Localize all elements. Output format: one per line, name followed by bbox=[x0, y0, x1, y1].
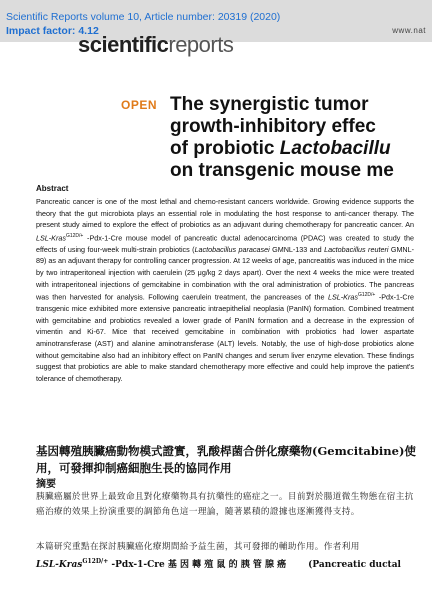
journal-banner bbox=[0, 0, 432, 57]
title-line-1: The synergistic tumor bbox=[170, 94, 369, 115]
chinese-paragraph-1: 胰臟癌屬於世界上最致命且對化療藥物具有抗藥性的癌症之一。目前對於腸道微生物態在宿主抗癌治療的效果上扮演重要的調節角色這一理論，隨著累積的證據也逐漸獲得支持。 bbox=[36, 492, 414, 517]
chinese-abstract-heading: 摘要 bbox=[36, 479, 56, 490]
title-line-2: growth-inhibitory effec bbox=[170, 116, 376, 137]
abstract-heading: Abstract bbox=[36, 184, 69, 193]
chinese-paragraph-3: LSL-Kras$^{G12D/+}$ -Pdx-1-Cre 基 因 轉 殖 鼠 的 胰 管 腺 癌 (Pancreatic ductal bbox=[36, 558, 401, 570]
chinese-paragraph-2: 本篇研究重點在探討胰臟癌化療期間給予益生菌，其可發揮的輔助作用。作者利用 bbox=[36, 542, 360, 552]
chinese-title: 基因轉殖胰臟癌動物模式證實，乳酸桿菌合併化療藥物(Gemcitabine)使用，可發揮抑制癌細胞生長的協同作用 bbox=[36, 444, 416, 475]
impact-factor: Impact factor: 4.12 bbox=[6, 25, 99, 37]
title-line-4: on transgenic mouse me bbox=[170, 160, 394, 181]
title-line-3: of probiotic Lactobacillu bbox=[170, 138, 391, 159]
journal-logo: scientificreports bbox=[78, 32, 234, 57]
journal-site: www.nat bbox=[392, 26, 426, 35]
abstract-text: Pancreatic cancer is one of the most lethal and chemo-resistant cancers worldwide. Growing evidence supports the theory that the gut microbiota plays an essential role in modulating the host response to anti-cancer therapy. The present study aimed to explore the effect of probiotics as an adjuvant during chemotherapy for pancreatic cancer. An LSL-Kras$^{G12D/+}$ -Pdx-1-Cre mouse model of pancreatic ductal adenocarcinoma (PDAC) was created to study the effects of using four-week multi-strain probiotics (Lactobacillus paracasei GMNL-133 and Lactobacillus reuteri GMNL-89) as an adjuvant therapy for controlling cancer progression. At 12 weeks of age, pancreatitis was induced in the mice by two intraperitoneal injection with caerulein (25 μg/kg 2 days apart). Over the next 4 weeks the mice were treated with intraperitoneal injections of gemcitabine in combination with the oral administration of probiotics. The pancreas was then harvested for analysis. Following caerulein treatment, the pancreases of the LSL-Kras$^{G12D/+}$ -Pdx-1-Cre transgenic mice exhibited more extensive pancreatic intraepithelial neoplasia (PanIN) formation. Combined treatment with gemcitabine and probiotics revealed a lower grade of PanIN formation and a decrease in the expression of vimentin and Ki-67. Mice that received gemcitabine in combination with probiotics had lower aspartate aminotransferase (AST) and alanine aminotransferase (ALT) levels. Notably, the use of high-dose probiotics alone without gemcitabine also had an inhibitory effect on PanIN changes and serum liver enzyme elevation. These findings suggest that probiotics are able to make standard chemotherapy more effective and could help improve the patient's tolerance of chemotherapy. bbox=[36, 197, 415, 383]
journal-citation: Scientific Reports volume 10, Article number: 20319 (2020) bbox=[6, 11, 281, 23]
article-title bbox=[170, 94, 432, 182]
open-access-badge: OPEN bbox=[121, 98, 158, 112]
